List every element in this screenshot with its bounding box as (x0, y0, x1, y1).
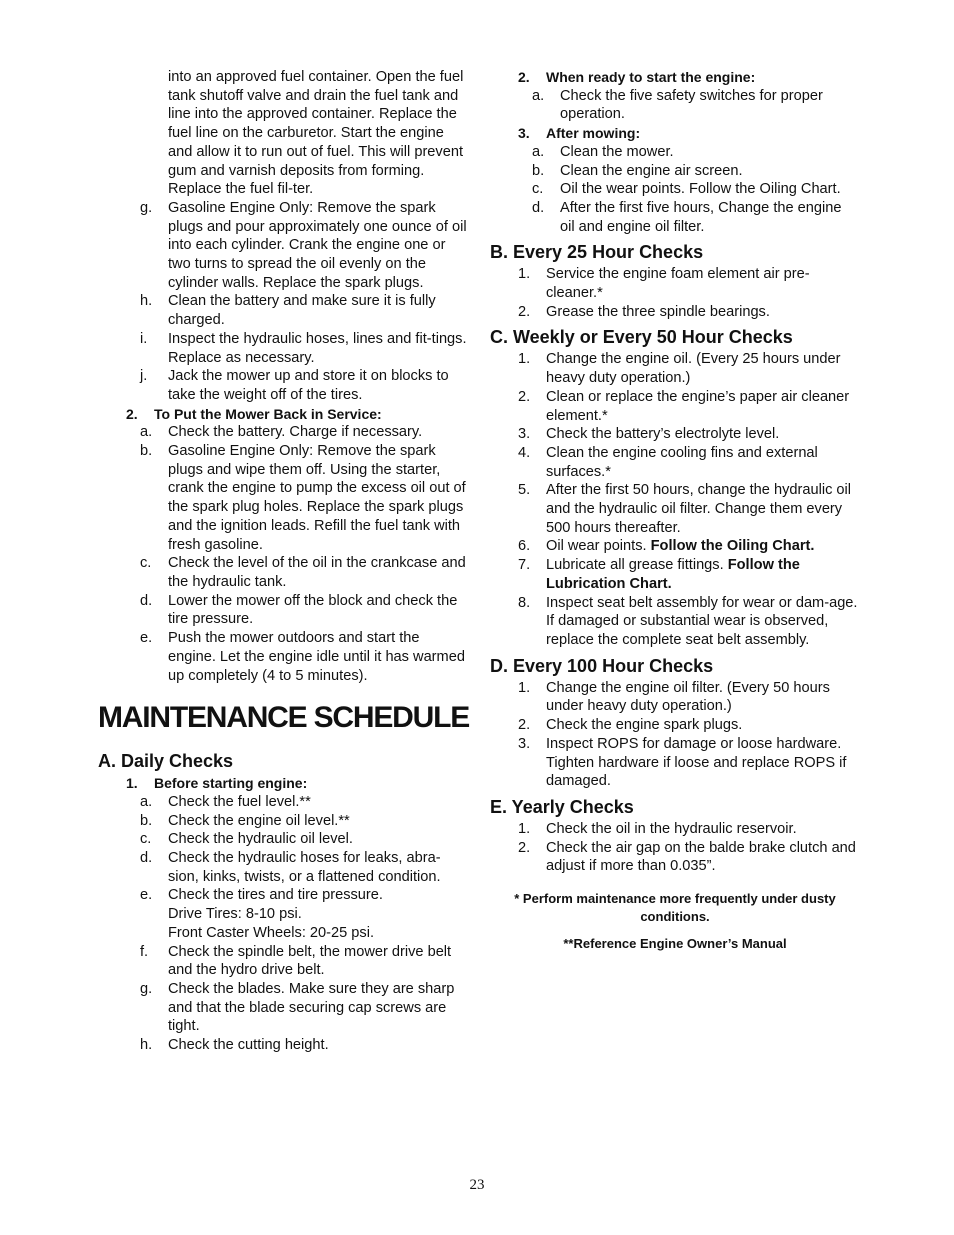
page-number: 23 (469, 1177, 485, 1193)
ready-list (490, 87, 860, 124)
list-item: 5. After the first 50 hours, change the hydraulic oil and the hydraulic oil filter. Change them every 500 hours thereafter. (518, 482, 852, 536)
list-item: c. Oil the wear points. Follow the Oiling Chart. (532, 181, 841, 198)
storage-list (98, 199, 470, 405)
list-item: a. Check the five safety switches for proper operation. (532, 87, 823, 123)
oiling-chart-reference: Follow the Oiling Chart. (650, 538, 815, 555)
list-item: 4. Clean the engine cooling fins and external surfaces.* (518, 444, 818, 480)
list-item: 1. Change the engine oil filter. (Every 50 hours under heavy duty operation.) (518, 679, 830, 715)
list-item: h. Check the cutting height. (140, 1037, 329, 1054)
list-item: d. Lower the mower off the block and check the tire pressure. (140, 592, 458, 628)
every-100-hour-heading: D. Every 100 Hour Checks (490, 655, 714, 676)
list-item: 2. Check the air gap on the balde brake clutch and adjust if more than 0.035”. (518, 839, 856, 875)
list-item: b. Gasoline Engine Only: Remove the spark plugs and wipe them off. Using the starter, crank the engine to pump the excess oil out of the spark plug holes. Replace the spark plugs and the ignition leads. Refill the fuel tank with fresh gasoline. (140, 443, 466, 553)
every-25-hour-heading: B. Every 25 Hour Checks (490, 242, 704, 263)
after-list (490, 143, 860, 237)
after-mowing-heading: 3. After mowing: (518, 125, 641, 142)
tire-pressure-drive: Drive Tires: 8-10 psi. (168, 906, 302, 923)
weekly-50-hour-heading: C. Weekly or Every 50 Hour Checks (490, 327, 793, 348)
page-title: MAINTENANCE SCHEDULE (98, 701, 470, 735)
list-item: j. Jack the mower up and store it on blocks to take the weight off of the tires. (140, 368, 449, 403)
list-item: i. Inspect the hydraulic hoses, lines and fit-tings. Replace as necessary. (140, 330, 467, 366)
before-starting-heading: 1. Before starting engine: (126, 775, 308, 792)
back-in-service-heading: 2. To Put the Mower Back in Service: (126, 405, 382, 422)
list-item: d. Check the hydraulic hoses for leaks, abra-sion, kinks, twists, or a flattened condition. (140, 850, 441, 885)
list-item: 6. Oil wear points. Follow the Oiling Chart. (518, 538, 815, 555)
yearly-checks-heading: E. Yearly Checks (490, 796, 634, 817)
footnotes (490, 890, 860, 953)
list-item: f. Check the spindle belt, the mower drive belt and the hydro drive belt. (140, 943, 452, 979)
list-item: g. Gasoline Engine Only: Remove the spark plugs and pour approximately one ounce of oil into each cylinder. Crank the engine one or two turns to spread the oil evenly on the cylinder walls. Replace the spark plugs. (140, 199, 467, 291)
list-item: c. Check the level of the oil in the crankcase and the hydraulic tank. (140, 555, 466, 590)
daily-checks-heading: A. Daily Checks (98, 751, 234, 772)
list-item: d. After the first five hours, Change the engine oil and engine oil filter. (532, 199, 842, 235)
list-item: 2. Check the engine spark plugs. (518, 717, 743, 734)
list-item: c. Check the hydraulic oil level. (140, 831, 353, 848)
list-item: a. Clean the mower. (532, 143, 674, 160)
list-item: 7. Lubricate all grease fittings. Follow the Lubrication Chart. (518, 557, 800, 592)
list-item: 1. Change the engine oil. (Every 25 hours under heavy duty operation.) (518, 351, 841, 387)
list-item: a. Check the fuel level.** (140, 793, 311, 810)
list-item: g. Check the blades. Make sure they are sharp and that the blade securing cap screws are tight. (140, 980, 455, 1035)
list-item: 2. Clean or replace the engine’s paper air cleaner element.* (518, 388, 850, 424)
list-item: e. Push the mower outdoors and start the engine. Let the engine idle until it has warmed up completely (4 to 5 minutes). (140, 630, 465, 684)
list-item: b. Check the engine oil level.** (140, 812, 350, 829)
tire-pressure-front: Front Caster Wheels: 20-25 psi. (168, 924, 375, 941)
list-item: 3. Check the battery’s electrolyte level. (518, 426, 780, 443)
list-item: e. Check the tires and tire pressure. (140, 887, 383, 904)
lubrication-chart-reference: Follow the Lubrication Chart. (546, 557, 800, 592)
ready-to-start-heading: 2. When ready to start the engine: (518, 69, 756, 85)
dusty-conditions-note: * Perform maintenance more frequently under dusty conditions. (514, 891, 836, 925)
left-column (98, 68, 470, 1055)
right-column (490, 68, 860, 962)
engine-manual-note: **Reference Engine Owner’s Manual (563, 936, 787, 952)
list-item: 3. Inspect ROPS for damage or loose hardware. Tighten hardware if loose and replace ROPS if damaged. (518, 735, 847, 790)
yearly-list (490, 820, 860, 876)
list-item: 1. Check the oil in the hydraulic reservoir. (518, 820, 797, 837)
every-100-list (490, 679, 860, 791)
every-25-list (490, 265, 860, 321)
fuel-drain-continuation: into an approved fuel container. Open the fuel tank shutoff valve and drain the fuel tank and line into the approved container. Replace the fuel line on the carburetor. Start the engine and allow it to run out of fuel. This will prevent gum and varnish deposits from forming. Replace the fuel fil-ter. (168, 69, 464, 198)
weekly-list (490, 350, 860, 649)
list-item: 1. Service the engine foam element air pre-cleaner.* (518, 266, 810, 302)
list-item: h. Clean the battery and make sure it is fully charged. (140, 293, 436, 329)
service-list (98, 423, 470, 685)
daily-list (98, 793, 470, 1055)
list-item: b. Clean the engine air screen. (532, 162, 743, 179)
list-item: 2. Grease the three spindle bearings. (518, 303, 770, 320)
list-item: 8. Inspect seat belt assembly for wear or dam-age. If damaged or substantial wear is observed, replace the complete seat belt assembly. (518, 594, 858, 648)
list-item: a. Check the battery. Charge if necessary. (140, 424, 423, 441)
